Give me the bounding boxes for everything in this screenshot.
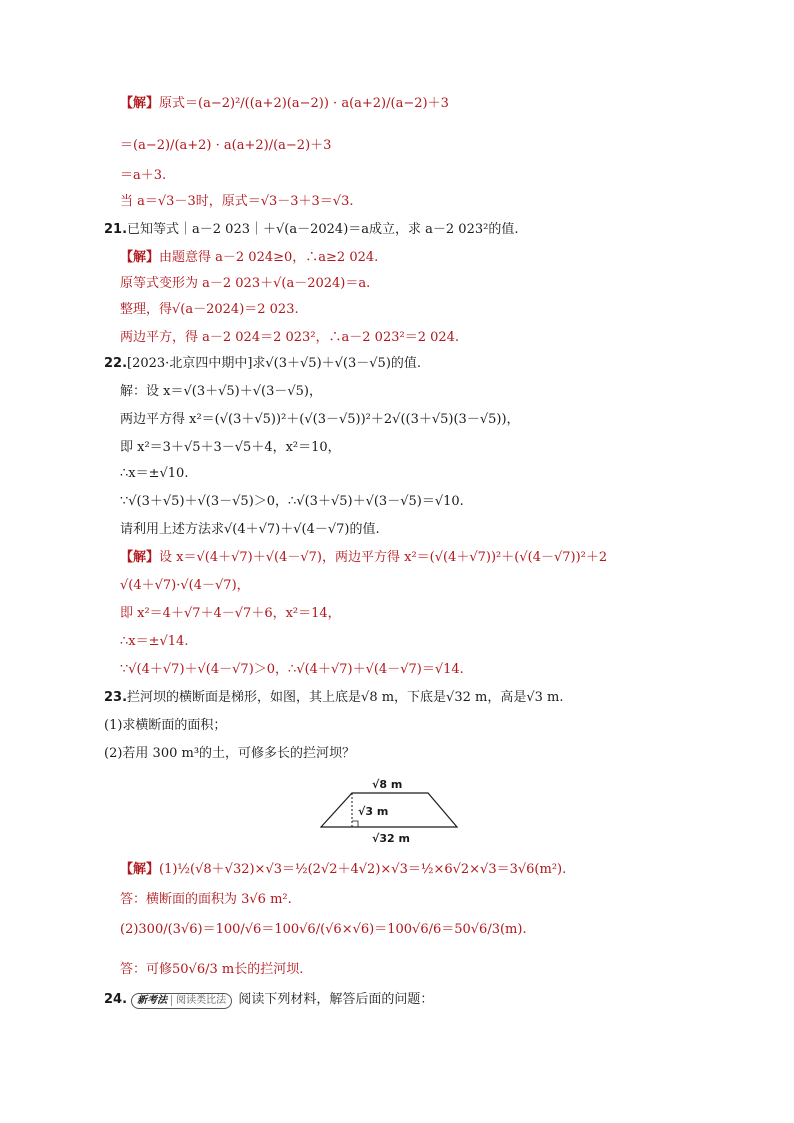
text-line [120,384,322,400]
line-text: 原式＝(a−2)²/((a+2)(a−2)) · a(a+2)/(a−2)＋3 [159,96,449,111]
question-number: 22. [104,356,128,371]
line-text: [2023·北京四中期中]求√(3＋√5)＋√(3－√5)的值. [127,356,422,371]
text-line [104,356,421,372]
text-line [120,522,380,538]
text-line [120,302,299,318]
text-line [120,440,341,456]
line-text: ＝(a−2)/(a+2) · a(a+2)/(a−2)＋3 [120,138,332,153]
question-number: 24. [104,992,128,1007]
text-line [120,634,188,650]
line-text: (2)300/(3√6)＝100/√6＝100√6/(√6×√6)＝100√6/6＝50√6/3(m). [120,922,527,937]
answer-tag: 【解】 [120,550,160,565]
line-text: ∴x＝±√10. [120,466,189,481]
answer-tag: 【解】 [120,96,160,111]
line-text: 即 x²＝4＋√7＋4－√7＋6，x²＝14， [120,606,341,621]
line-text: ∵√(3＋√5)＋√(3－√5)＞0，∴√(3＋√5)＋√(3－√5)＝√10. [120,494,464,509]
text-line [120,250,378,266]
line-text: (1)½(√8＋√32)×√3＝½(2√2＋4√2)×√3＝½×6√2×√3＝3√6(m²). [159,862,567,877]
text-line [104,690,563,706]
figure-bottom-label: √32 m [372,832,410,845]
figure-top-label: √8 m [372,778,403,791]
line-text: ∴x＝±√14. [120,634,189,649]
text-line [120,330,459,346]
question-24 [104,992,433,1009]
question-text: 阅读下列材料，解答后面的问题： [238,992,434,1007]
text-line [120,578,250,594]
text-line [120,276,370,292]
method-badge: 新考法 阅读类比法 [131,993,232,1009]
line-text: 当 a＝√3－3时，原式＝√3－3＋3＝√3. [120,194,354,209]
question-number: 23. [104,690,128,705]
line-text: 设 x＝√(4＋√7)＋√(4－√7)，两边平方得 x²＝(√(4＋√7))²＋(√(4－√7))²＋2 [159,550,608,565]
text-line [104,718,226,734]
text-line [120,494,464,510]
line-text: √(4＋√7)·√(4－√7)， [120,578,250,593]
line-text: 解：设 x＝√(3＋√5)＋√(3－√5)， [120,384,322,399]
line-text: (1)求横断面的面积； [104,718,227,733]
line-text: 整理，得√(a－2024)＝2 023. [120,302,299,317]
line-text: 原等式变形为 a－2 023＋√(a－2024)＝a. [120,276,371,291]
line-text: 即 x²＝3＋√5＋3－√5＋4，x²＝10， [120,440,341,455]
line-text: 请利用上述方法求√(4＋√7)＋√(4－√7)的值. [120,522,380,537]
answer-tag: 【解】 [120,250,160,265]
text-line [104,746,355,762]
line-text: ∵√(4＋√7)＋√(4－√7)＞0，∴√(4＋√7)＋√(4－√7)＝√14. [120,662,464,677]
trapezoid-shape [321,793,457,827]
figure-height-label: √3 m [358,805,389,818]
text-line [120,606,341,622]
line-text: 两边平方，得 a－2 024＝2 023²，∴a－2 023²＝2 024. [120,330,460,345]
line-text: 已知等式｜a－2 023｜＋√(a－2024)＝a成立，求 a－2 023²的值. [127,222,519,237]
question-number: 21. [104,222,128,237]
text-line [120,962,303,978]
text-line [120,550,607,566]
text-line [120,892,292,908]
text-line [120,466,188,482]
line-text: 由题意得 a－2 024≥0，∴a≥2 024. [159,250,379,265]
line-text: 答：横断面的面积为 3√6 m². [120,892,292,907]
text-line [120,922,527,938]
text-line [120,138,331,154]
text-line [120,96,449,112]
answer-tag: 【解】 [120,862,160,877]
line-text: (2)若用 300 m³的土，可修多长的拦河坝？ [104,746,356,761]
line-text: ＝a＋3. [120,168,167,183]
text-line [120,412,520,428]
line-text: 两边平方得 x²＝(√(3＋√5))²＋(√(3－√5))²＋2√((3＋√5)(3－√5))， [120,412,520,427]
text-line [120,194,354,210]
text-line [120,168,166,184]
right-angle-mark [352,821,358,827]
text-line [104,222,518,238]
text-line [120,862,566,878]
text-line [120,662,464,678]
line-text: 答：可修50√6/3 m长的拦河坝. [120,962,304,977]
line-text: 拦河坝的横断面是梯形，如图，其上底是√8 m，下底是√32 m，高是√3 m. [127,690,564,705]
